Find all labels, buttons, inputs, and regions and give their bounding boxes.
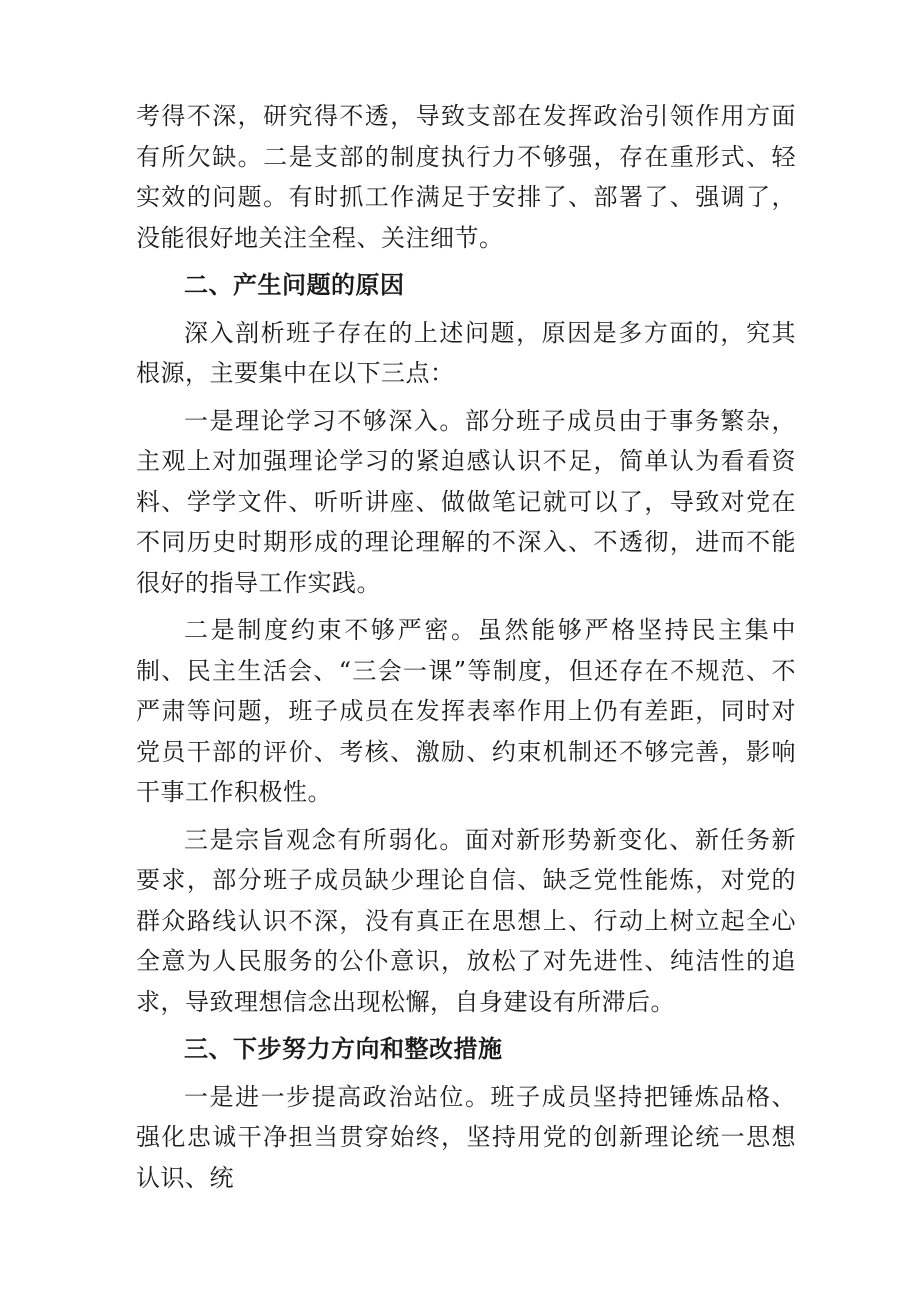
paragraph-causes-intro: 深入剖析班子存在的上述问题，原因是多方面的，究其根源，主要集中在以下三点： (136, 318, 796, 387)
paragraph-measure-political-stance: 一是进一步提高政治站位。班子成员坚持把锤炼品格、强化忠诚干净担当贯穿始终，坚持用党的创新理论统一思想认识、统 (136, 1082, 796, 1192)
paragraph-continuation: 考得不深，研究得不透，导致支部在发挥政治引领作用方面有所欠缺。二是支部的制度执行力不够强，存在重形式、轻实效的问题。有时抓工作满足于安排了、部署了、强调了，没能很好地关注全程、关注细节。 (136, 102, 796, 252)
paragraph-cause-theory-study: 一是理论学习不够深入。部分班子成员由于事务繁杂，主观上对加强理论学习的紧迫感认识不足，简单认为看看资料、学学文件、听听讲座、做做笔记就可以了，导致对党在不同历史时期形成的理论理解的不深入、不透彻，进而不能很好的指导工作实践。 (136, 406, 796, 597)
section-heading-causes: 二、产生问题的原因 (184, 271, 405, 299)
document-page (136, 96, 796, 1198)
section-heading-measures: 三、下步努力方向和整改措施 (184, 1035, 503, 1063)
paragraph-cause-system-constraints: 二是制度约束不够严密。虽然能够严格坚持民主集中制、民主生活会、“三会一课”等制度，但还存在不规范、不严肃等问题，班子成员在发挥表率作用上仍有差距，同时对党员干部的评价、考核、激励、约束机制还不够完善，影响干事工作积极性。 (136, 616, 796, 806)
paragraph-cause-purpose-concept: 三是宗旨观念有所弱化。面对新形势新变化、新任务新要求，部分班子成员缺少理论自信、缺乏党性能炼，对党的群众路线认识不深，没有真正在思想上、行动上树立起全心全意为人民服务的公仆意识，放松了对先进性、纯洁性的追求，导致理想信念出现松懈，自身建设有所滞后。 (136, 825, 796, 1016)
